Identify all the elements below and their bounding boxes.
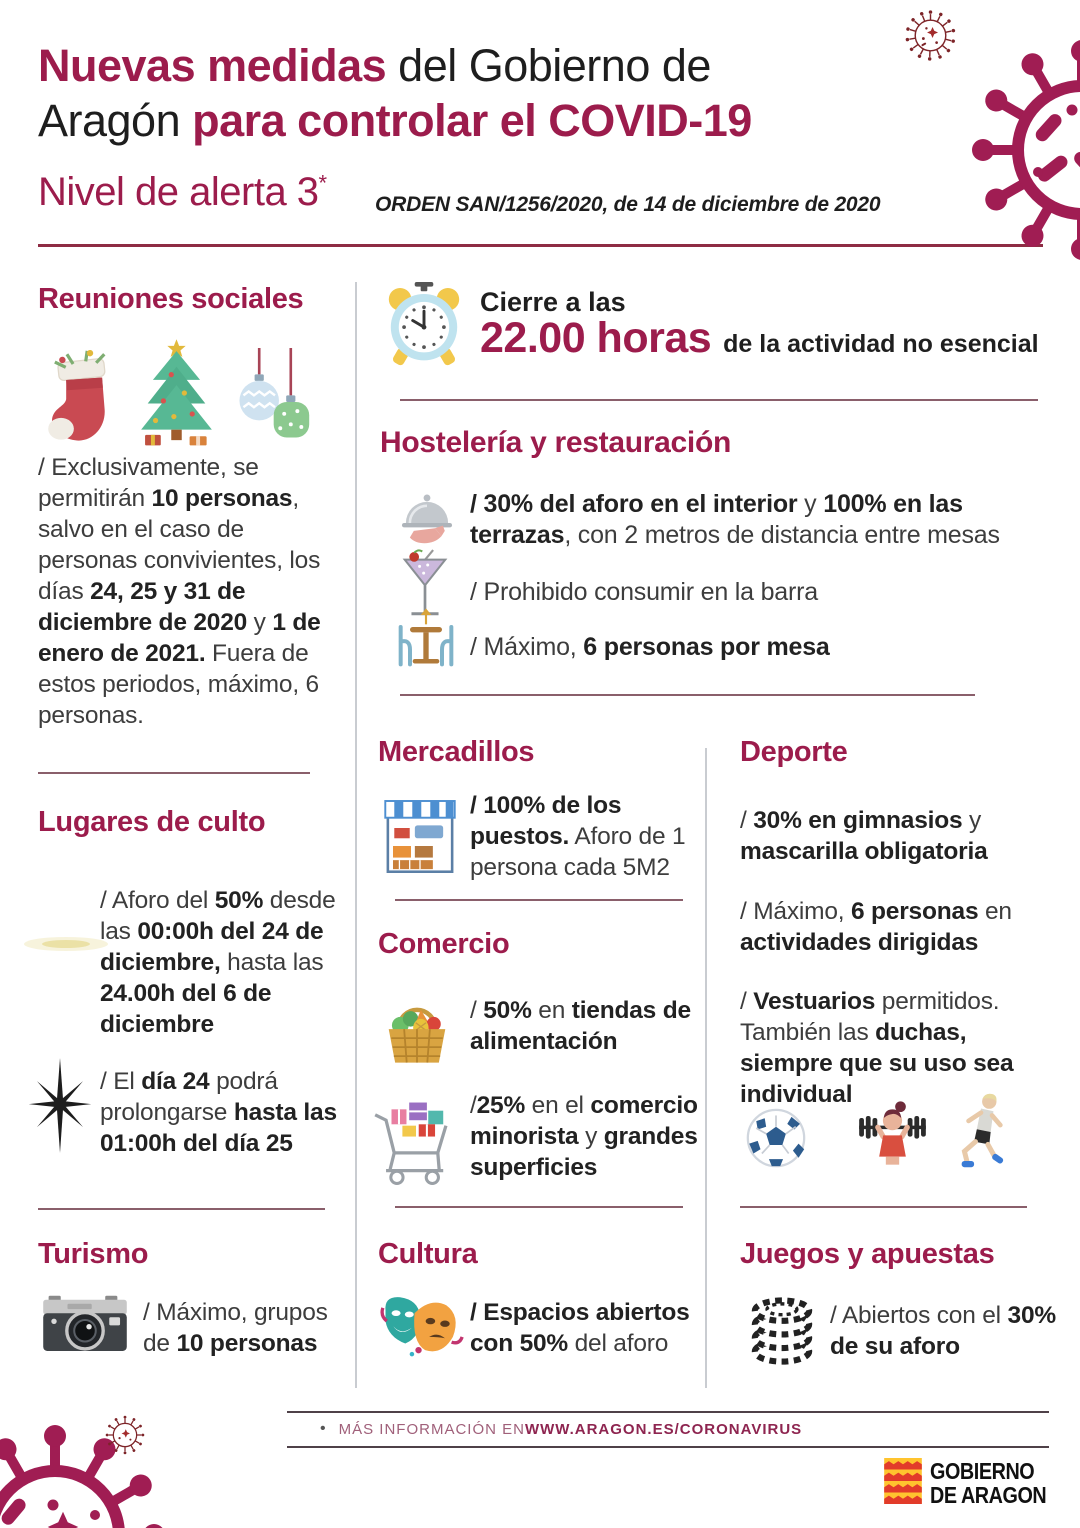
order-reference: ORDEN SAN/1256/2020, de 14 de diciembre de 2020	[375, 193, 881, 216]
section-title-turismo: Turismo	[38, 1238, 149, 1270]
divider	[38, 1208, 325, 1210]
footer-info-prefix: MÁS INFORMACIÓN EN	[338, 1420, 525, 1438]
christmas-tree-icon	[134, 338, 219, 448]
column-divider-left	[355, 282, 357, 1388]
gobierno-aragon-logo	[930, 1459, 1046, 1507]
comercio-bullet-2: /25% en el comercio minorista y grandes superficies	[470, 1092, 698, 1181]
divider	[38, 772, 310, 774]
reuniones-paragraph: / Exclusivamente, se permitirán 10 personas, salvo en el caso de personas convivientes, los días 24, 25 y 31 de diciembre de 2020 y 1 de enero de 2021. Fuera de estos periodos, máximo, 6 personas.	[38, 454, 321, 729]
candle-glow-icon	[22, 922, 110, 966]
section-title-deporte: Deporte	[740, 736, 848, 768]
alarm-clock-icon	[384, 282, 464, 367]
camera-icon	[40, 1293, 130, 1355]
section-title-juegos: Juegos y apuestas	[740, 1238, 995, 1270]
juegos-bullet: / Abiertos con el 30% de su aforo	[830, 1302, 1056, 1360]
poker-chips-icon	[748, 1293, 816, 1365]
section-title-reuniones: Reuniones sociales	[38, 283, 304, 315]
cultura-bullet: / Espacios abiertos con 50% del aforo	[470, 1299, 690, 1357]
hosteleria-bullet-2: / Prohibido consumir en la barra	[470, 578, 818, 606]
christmas-stocking-icon	[40, 348, 118, 448]
footer-info-url[interactable]: WWW.ARAGON.ES/CORONAVIRUS	[524, 1420, 803, 1438]
market-stall-icon	[384, 797, 456, 877]
section-title-lugares: Lugares de culto	[38, 806, 266, 838]
cierre-time: 22.00 horas	[480, 314, 712, 362]
mercadillos-bullet: / 100% de los puestos. Aforo de 1 persona cada 5M2	[470, 792, 686, 881]
deporte-bullet-2: / Máximo, 6 personas en actividades dirigidas	[740, 898, 1012, 956]
star-sparkle-icon	[25, 1058, 95, 1153]
page-title	[38, 38, 898, 148]
deporte-bullet-3: / Vestuarios permitidos. También las duchas, siempre que su uso sea individual	[740, 988, 1014, 1108]
alert-asterisk: *	[318, 170, 327, 196]
title-accent-1: Nuevas medidas	[38, 40, 387, 91]
weightlifter-icon	[855, 1098, 930, 1178]
column-divider-right	[705, 748, 707, 1388]
coronavirus-icon	[945, 18, 1080, 268]
section-title-hosteleria: Hostelería y restauración	[380, 426, 731, 459]
footer-rule-top	[287, 1411, 1049, 1413]
header-rule	[38, 244, 1043, 247]
baubles-icon	[235, 348, 315, 448]
logo-line-1: GOBIERNO	[930, 1458, 1035, 1484]
shopping-cart-icon	[372, 1093, 460, 1191]
coronavirus-icon	[0, 1385, 205, 1528]
runner-icon	[952, 1090, 1010, 1174]
alert-level: Nivel de alerta 3*	[38, 170, 327, 214]
coronavirus-outline-icon	[104, 1414, 146, 1456]
soccer-ball-icon	[745, 1107, 807, 1169]
logo-line-2: DE ARAGON	[930, 1482, 1047, 1508]
turismo-bullet: / Máximo, grupos de 10 personas	[143, 1299, 328, 1357]
lugares-bullet-2: / El día 24 podrá prolongarse hasta las 01:00h del día 25	[100, 1068, 337, 1157]
divider	[395, 1206, 683, 1208]
divider	[740, 1206, 1027, 1208]
grocery-basket-icon	[382, 997, 452, 1069]
table-chairs-icon	[390, 608, 462, 670]
section-title-comercio: Comercio	[378, 928, 510, 960]
footer-info	[320, 1420, 802, 1438]
cierre-rest: de la actividad no esencial	[723, 330, 1039, 358]
cierre-intro: Cierre a las	[480, 287, 626, 317]
section-title-cultura: Cultura	[378, 1238, 478, 1270]
deporte-bullet-1: / 30% en gimnasios y mascarilla obligatoria	[740, 807, 988, 865]
lugares-bullet-1: / Aforo del 50% desde las 00:00h del 24 de diciembre, hasta las 24.00h del 6 de diciembre	[100, 887, 336, 1038]
divider	[400, 399, 1038, 401]
title-black-1: del Gobierno de	[386, 40, 711, 91]
divider	[395, 899, 683, 901]
theater-masks-icon	[380, 1292, 465, 1366]
section-title-mercadillos: Mercadillos	[378, 736, 535, 768]
title-accent-2: para controlar el COVID-19	[192, 95, 752, 146]
hosteleria-bullet-1: / 30% del aforo en el interior y 100% en las terrazas, con 2 metros de distancia entre mesas	[470, 490, 1000, 549]
christmas-icons-row	[40, 338, 315, 448]
footer-bullet: •	[320, 1420, 327, 1437]
comercio-bullet-1: / 50% en tiendas de alimentación	[470, 997, 691, 1055]
divider	[400, 694, 975, 696]
serving-cloche-icon	[398, 490, 456, 548]
title-black-2: Aragón	[38, 95, 193, 146]
aragon-flag-icon	[884, 1458, 922, 1504]
hosteleria-bullet-3: / Máximo, 6 personas por mesa	[470, 633, 830, 661]
footer-rule-bottom	[287, 1446, 1049, 1448]
